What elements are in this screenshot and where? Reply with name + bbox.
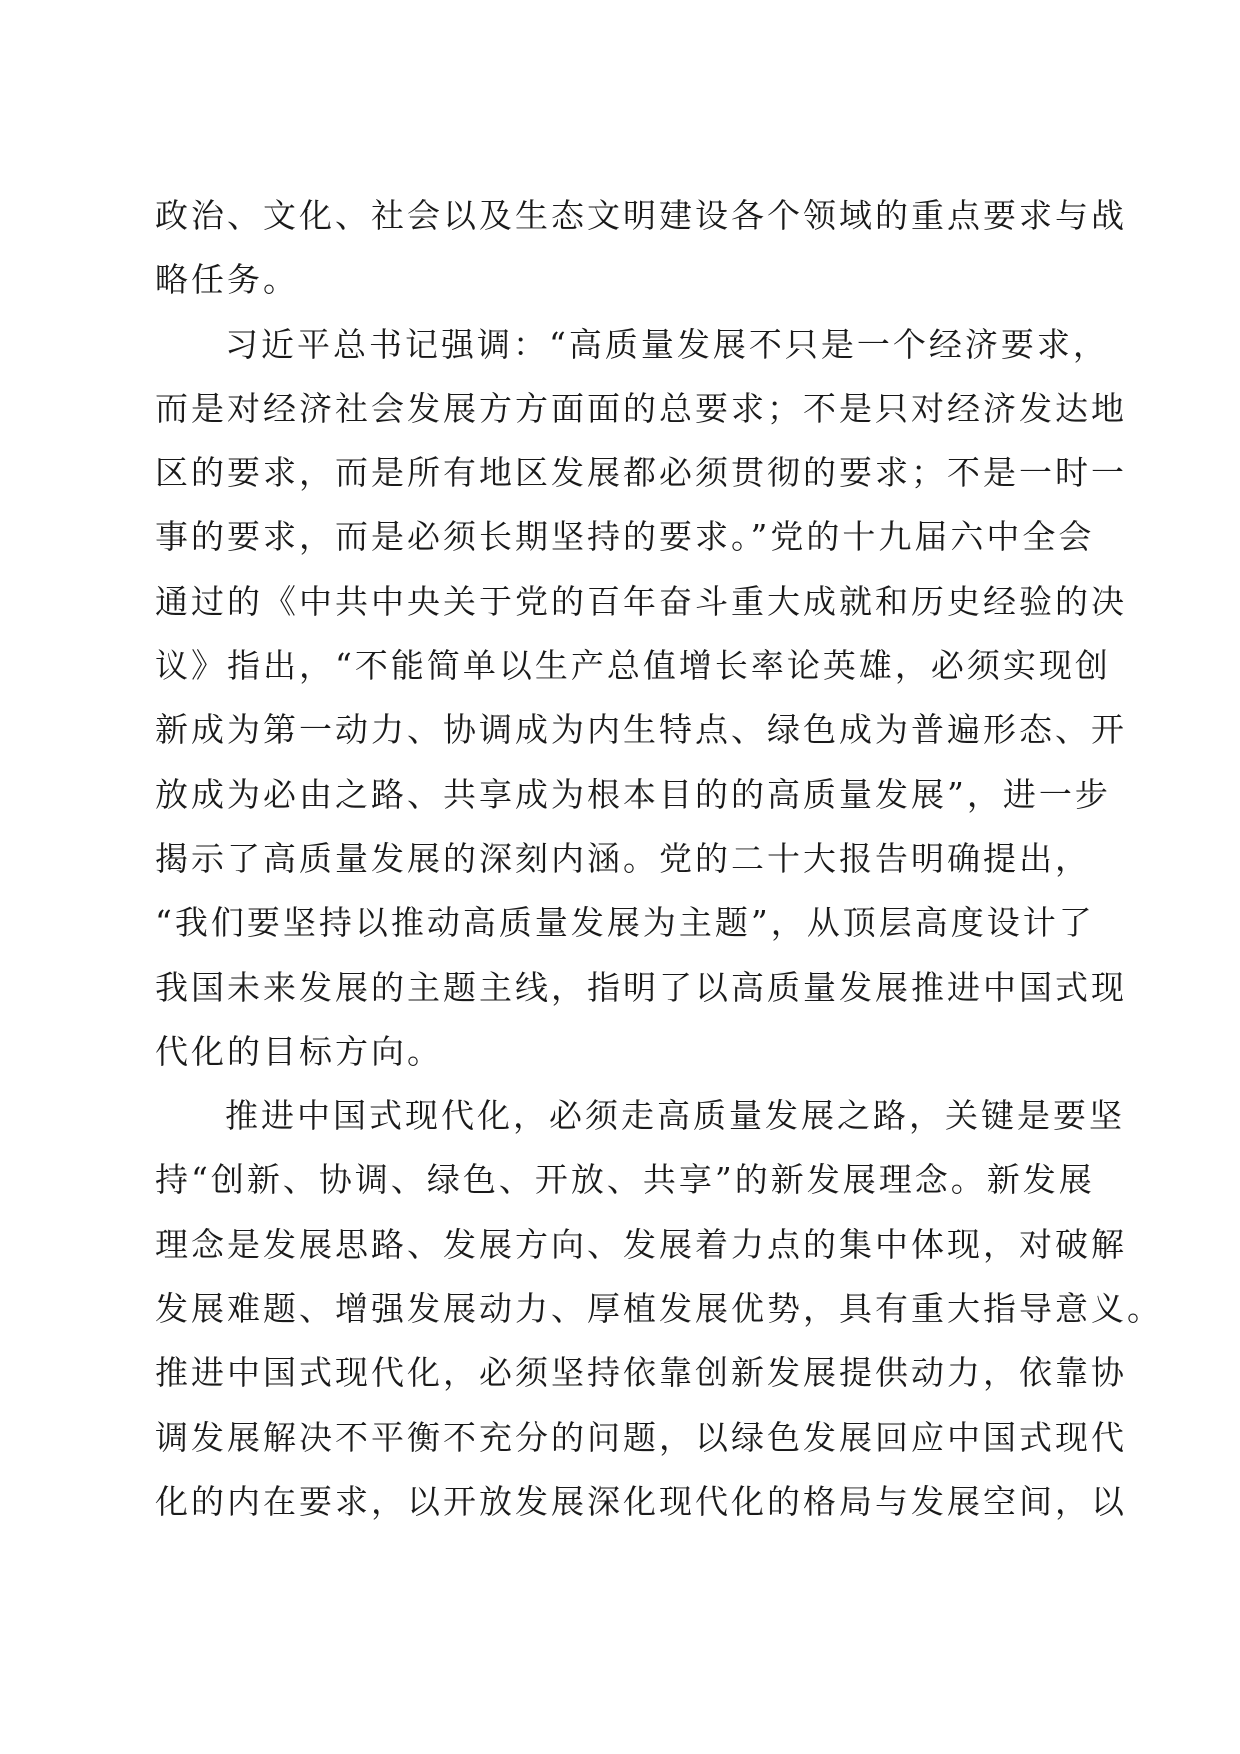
- text-line: 持“创新、协调、绿色、开放、共享”的新发展理念。新发展: [155, 1160, 1095, 1200]
- text-line: 调发展解决不平衡不充分的问题，以绿色发展回应中国式现代: [155, 1417, 1127, 1457]
- text-line: 化的内在要求，以开放发展深化现代化的格局与发展空间，以: [155, 1481, 1127, 1521]
- text-line: 理念是发展思路、发展方向、发展着力点的集中体现，对破解: [155, 1224, 1127, 1264]
- text-line: 推进中国式现代化，必须走高质量发展之路，关键是要坚: [225, 1096, 1125, 1136]
- text-line: 推进中国式现代化，必须坚持依靠创新发展提供动力，依靠协: [155, 1353, 1127, 1393]
- text-line: 通过的《中共中央关于党的百年奋斗重大成就和历史经验的决: [155, 581, 1127, 621]
- text-line: 区的要求，而是所有地区发展都必须贯彻的要求；不是一时一: [155, 453, 1127, 493]
- text-line: 新成为第一动力、协调成为内生特点、绿色成为普遍形态、开: [155, 710, 1127, 750]
- paragraph-2: [155, 313, 1127, 1085]
- text-line: 放成为必由之路、共享成为根本目的的高质量发展”，进一步: [155, 774, 1111, 814]
- body-text: [155, 184, 1163, 1534]
- text-line: 习近平总书记强调：“高质量发展不只是一个经济要求，: [225, 324, 1109, 364]
- text-line: 而是对经济社会发展方方面面的总要求；不是只对经济发达地: [155, 388, 1127, 428]
- text-line: 议》指出，“不能简单以生产总值增长率论英雄，必须实现创: [155, 646, 1111, 686]
- text-line: 揭示了高质量发展的深刻内涵。党的二十大报告明确提出，: [155, 838, 1091, 878]
- text-line: “我们要坚持以推动高质量发展为主题”，从顶层高度设计了: [155, 903, 1095, 943]
- paragraph-3: [155, 1084, 1163, 1534]
- text-line: 政治、文化、社会以及生态文明建设各个领域的重点要求与战: [155, 196, 1127, 235]
- text-line: 事的要求，而是必须长期坚持的要求。”党的十九届六中全会: [155, 517, 1095, 557]
- text-line: 略任务。: [155, 260, 299, 300]
- text-line: 我国未来发展的主题主线，指明了以高质量发展推进中国式现: [155, 967, 1127, 1007]
- text-line: 代化的目标方向。: [155, 1031, 443, 1071]
- text-line: 发展难题、增强发展动力、厚植发展优势，具有重大指导意义。: [155, 1289, 1163, 1329]
- paragraph-1: [155, 184, 1127, 313]
